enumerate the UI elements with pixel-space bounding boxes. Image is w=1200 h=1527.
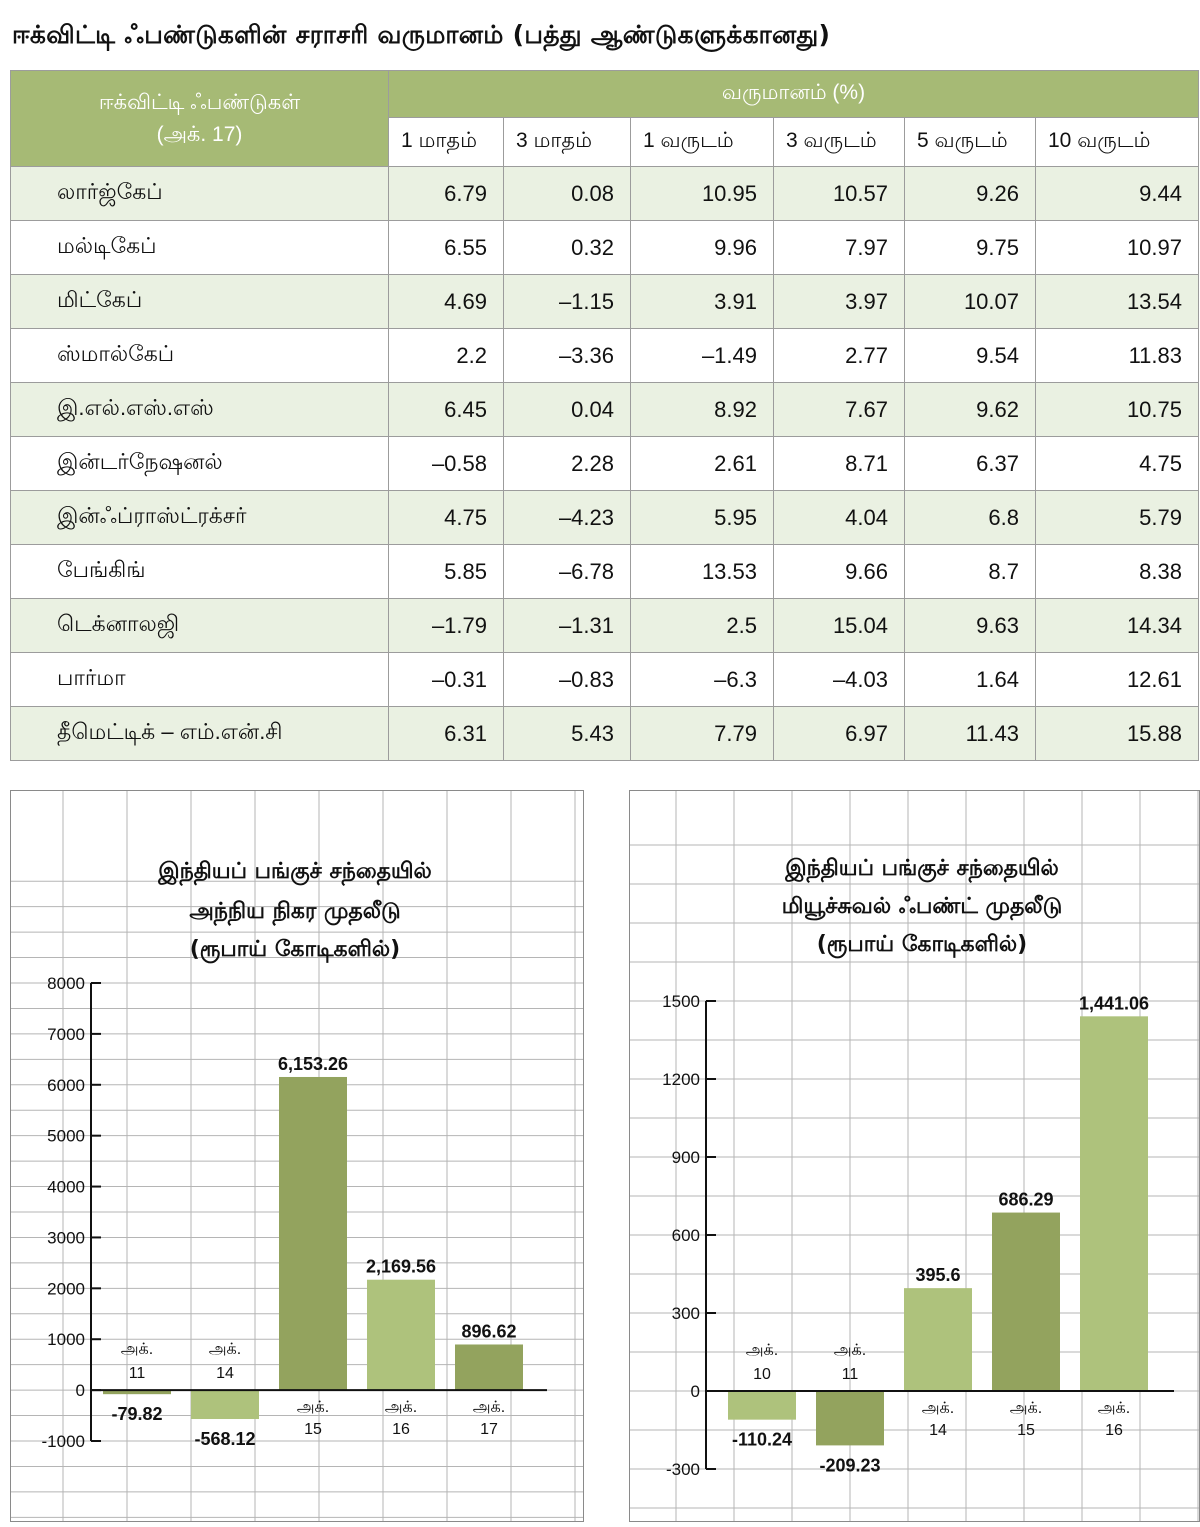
value-label: 896.62 bbox=[461, 1321, 517, 1342]
return-value: –3.36 bbox=[504, 329, 631, 383]
chart-title-line: இந்தியப் பங்குச் சந்தையில் bbox=[785, 856, 1059, 881]
fii-investment-chart bbox=[11, 791, 583, 1521]
return-value: 2.2 bbox=[389, 329, 504, 383]
category-label: 17 bbox=[480, 1421, 498, 1439]
table-row bbox=[11, 599, 1199, 653]
period-header: 3 வருடம் bbox=[774, 118, 905, 167]
mutual-fund-investment-chart-panel bbox=[629, 790, 1200, 1522]
y-tick-label: 600 bbox=[671, 1226, 700, 1245]
y-tick-label: -1000 bbox=[41, 1432, 85, 1451]
return-value: 9.96 bbox=[631, 221, 774, 275]
fii-investment-chart-panel bbox=[10, 790, 584, 1522]
return-value: 12.61 bbox=[1036, 653, 1199, 707]
return-value: 10.95 bbox=[631, 167, 774, 221]
return-value: –1.49 bbox=[631, 329, 774, 383]
return-value: 15.04 bbox=[774, 599, 905, 653]
table-row bbox=[11, 653, 1199, 707]
fund-category: லார்ஜ்கேப் bbox=[11, 167, 389, 221]
return-value: 9.44 bbox=[1036, 167, 1199, 221]
y-tick-label: 4000 bbox=[47, 1177, 85, 1197]
return-value: 7.79 bbox=[631, 707, 774, 761]
y-tick-label: 1500 bbox=[662, 992, 700, 1011]
fund-category: பேங்கிங் bbox=[11, 545, 389, 599]
category-label: அக். bbox=[384, 1399, 418, 1417]
return-value: 7.67 bbox=[774, 383, 905, 437]
y-tick-label: 6000 bbox=[47, 1075, 85, 1095]
fund-category: மல்டிகேப் bbox=[11, 221, 389, 275]
category-header-line2: (அக். 17) bbox=[156, 122, 243, 146]
period-header: 1 வருடம் bbox=[631, 118, 774, 167]
return-value: 6.8 bbox=[905, 491, 1036, 545]
bar bbox=[1080, 1016, 1148, 1391]
y-tick-label: 5000 bbox=[47, 1126, 85, 1146]
fund-category: இ.எல்.எஸ்.எஸ் bbox=[11, 383, 389, 437]
return-value: 3.91 bbox=[631, 275, 774, 329]
returns-table bbox=[10, 70, 1199, 761]
table-row bbox=[11, 545, 1199, 599]
category-label: அக். bbox=[745, 1342, 779, 1359]
fund-category: டெக்னாலஜி bbox=[11, 599, 389, 653]
return-value: 9.66 bbox=[774, 545, 905, 599]
category-label: அக். bbox=[833, 1342, 867, 1359]
period-header: 1 மாதம் bbox=[389, 118, 504, 167]
value-label: 395.6 bbox=[915, 1265, 961, 1286]
category-label: அக். bbox=[1097, 1400, 1131, 1417]
category-label: 16 bbox=[392, 1421, 410, 1439]
y-tick-label: 0 bbox=[75, 1381, 85, 1401]
period-header: 10 வருடம் bbox=[1036, 118, 1199, 167]
category-header bbox=[11, 71, 389, 167]
chart-title-line: அந்நிய நிகர முதலீடு bbox=[189, 899, 401, 924]
return-value: 9.75 bbox=[905, 221, 1036, 275]
return-value: 15.88 bbox=[1036, 707, 1199, 761]
bar bbox=[816, 1391, 884, 1445]
return-value: 5.43 bbox=[504, 707, 631, 761]
chart-title-line: (ரூபாய் கோடிகளில்) bbox=[189, 937, 401, 962]
return-value: –1.79 bbox=[389, 599, 504, 653]
bar bbox=[367, 1280, 435, 1390]
table-row bbox=[11, 329, 1199, 383]
y-tick-label: -300 bbox=[665, 1460, 700, 1479]
return-value: 9.54 bbox=[905, 329, 1036, 383]
return-value: 4.69 bbox=[389, 275, 504, 329]
return-value: –6.78 bbox=[504, 545, 631, 599]
y-tick-label: 3000 bbox=[47, 1228, 85, 1248]
value-label: 6,153.26 bbox=[277, 1053, 349, 1074]
category-label: 16 bbox=[1105, 1422, 1123, 1439]
value-label: -209.23 bbox=[819, 1455, 881, 1476]
category-label: அக். bbox=[296, 1399, 330, 1417]
category-label: 14 bbox=[216, 1365, 234, 1383]
return-value: 11.83 bbox=[1036, 329, 1199, 383]
chart-title-line: மியூச்சுவல் ஃபண்ட் முதலீடு bbox=[781, 894, 1063, 919]
return-value: 0.32 bbox=[504, 221, 631, 275]
return-value: 0.08 bbox=[504, 167, 631, 221]
category-label: அக். bbox=[120, 1341, 154, 1359]
category-label: 11 bbox=[128, 1365, 146, 1383]
return-value: 6.31 bbox=[389, 707, 504, 761]
return-value: 2.77 bbox=[774, 329, 905, 383]
fund-category: தீமெட்டிக் – எம்.என்.சி bbox=[11, 707, 389, 761]
value-label: -79.82 bbox=[111, 1404, 163, 1425]
bar bbox=[191, 1390, 259, 1419]
return-value: 8.7 bbox=[905, 545, 1036, 599]
return-value: 2.5 bbox=[631, 599, 774, 653]
return-value: 6.55 bbox=[389, 221, 504, 275]
return-value: 14.34 bbox=[1036, 599, 1199, 653]
return-value: 7.97 bbox=[774, 221, 905, 275]
table-row bbox=[11, 221, 1199, 275]
return-value: 5.95 bbox=[631, 491, 774, 545]
bar bbox=[992, 1213, 1060, 1391]
mutual-fund-investment-chart bbox=[630, 791, 1199, 1521]
category-label: அக். bbox=[1009, 1400, 1043, 1417]
return-value: 9.26 bbox=[905, 167, 1036, 221]
category-label: அக். bbox=[921, 1400, 955, 1417]
category-label: 14 bbox=[929, 1422, 947, 1439]
y-tick-label: 300 bbox=[671, 1304, 700, 1323]
return-value: 6.97 bbox=[774, 707, 905, 761]
y-tick-label: 1000 bbox=[47, 1330, 85, 1350]
bar bbox=[728, 1391, 796, 1420]
table-row bbox=[11, 437, 1199, 491]
fund-category: பார்மா bbox=[11, 653, 389, 707]
y-tick-label: 0 bbox=[690, 1382, 700, 1401]
chart-title-line: (ரூபாய் கோடிகளில்) bbox=[816, 932, 1028, 957]
return-value: –0.31 bbox=[389, 653, 504, 707]
return-value: 4.75 bbox=[389, 491, 504, 545]
return-value: 5.79 bbox=[1036, 491, 1199, 545]
return-value: 8.92 bbox=[631, 383, 774, 437]
return-value: 2.28 bbox=[504, 437, 631, 491]
y-tick-label: 1200 bbox=[662, 1070, 700, 1089]
y-tick-label: 7000 bbox=[47, 1024, 85, 1044]
period-header: 5 வருடம் bbox=[905, 118, 1036, 167]
table-row bbox=[11, 707, 1199, 761]
return-value: 8.71 bbox=[774, 437, 905, 491]
table-row bbox=[11, 491, 1199, 545]
period-header: 3 மாதம் bbox=[504, 118, 631, 167]
category-label: 10 bbox=[753, 1366, 771, 1383]
table-row bbox=[11, 383, 1199, 437]
fund-category: இன்டர்நேஷனல் bbox=[11, 437, 389, 491]
return-value: 6.37 bbox=[905, 437, 1036, 491]
category-label: அக். bbox=[472, 1399, 506, 1417]
return-value: –1.15 bbox=[504, 275, 631, 329]
return-value: 9.62 bbox=[905, 383, 1036, 437]
return-value: –4.23 bbox=[504, 491, 631, 545]
bar bbox=[279, 1077, 347, 1390]
return-value: –6.3 bbox=[631, 653, 774, 707]
return-value: 1.64 bbox=[905, 653, 1036, 707]
bar bbox=[904, 1288, 972, 1391]
return-value: 11.43 bbox=[905, 707, 1036, 761]
return-value: –4.03 bbox=[774, 653, 905, 707]
bar bbox=[455, 1344, 523, 1390]
fund-category: ஸ்மால்கேப் bbox=[11, 329, 389, 383]
chart-title-line: இந்தியப் பங்குச் சந்தையில் bbox=[158, 859, 432, 884]
returns-group-header: வருமானம் (%) bbox=[389, 71, 1199, 118]
return-value: 4.04 bbox=[774, 491, 905, 545]
category-header-line1: ஈக்விட்டி ஃபண்டுகள் bbox=[98, 91, 301, 114]
category-label: 11 bbox=[841, 1366, 859, 1383]
return-value: 9.63 bbox=[905, 599, 1036, 653]
value-label: -110.24 bbox=[731, 1429, 793, 1450]
return-value: 6.79 bbox=[389, 167, 504, 221]
return-value: 10.57 bbox=[774, 167, 905, 221]
value-label: 2,169.56 bbox=[365, 1256, 437, 1277]
fund-category: இன்ஃப்ராஸ்ட்ரக்சர் bbox=[11, 491, 389, 545]
return-value: 10.75 bbox=[1036, 383, 1199, 437]
return-value: 13.54 bbox=[1036, 275, 1199, 329]
value-label: 1,441.06 bbox=[1078, 993, 1150, 1014]
return-value: 13.53 bbox=[631, 545, 774, 599]
return-value: 3.97 bbox=[774, 275, 905, 329]
y-tick-label: 900 bbox=[671, 1148, 700, 1167]
value-label: -568.12 bbox=[194, 1429, 256, 1450]
table-row bbox=[11, 275, 1199, 329]
y-tick-label: 8000 bbox=[47, 974, 85, 993]
return-value: 6.45 bbox=[389, 383, 504, 437]
fund-category: மிட்கேப் bbox=[11, 275, 389, 329]
return-value: 8.38 bbox=[1036, 545, 1199, 599]
return-value: –0.83 bbox=[504, 653, 631, 707]
page-title: ஈக்விட்டி ஃபண்டுகளின் சராசரி வருமானம் (பத்து ஆண்டுகளுக்கானது) bbox=[12, 20, 831, 49]
category-label: 15 bbox=[1017, 1422, 1035, 1439]
y-tick-label: 2000 bbox=[47, 1279, 85, 1299]
return-value: 4.75 bbox=[1036, 437, 1199, 491]
return-value: –1.31 bbox=[504, 599, 631, 653]
return-value: 5.85 bbox=[389, 545, 504, 599]
return-value: 2.61 bbox=[631, 437, 774, 491]
return-value: 10.97 bbox=[1036, 221, 1199, 275]
return-value: –0.58 bbox=[389, 437, 504, 491]
return-value: 0.04 bbox=[504, 383, 631, 437]
table-row bbox=[11, 167, 1199, 221]
value-label: 686.29 bbox=[998, 1189, 1054, 1210]
category-label: 15 bbox=[304, 1421, 322, 1439]
category-label: அக். bbox=[208, 1341, 242, 1359]
return-value: 10.07 bbox=[905, 275, 1036, 329]
